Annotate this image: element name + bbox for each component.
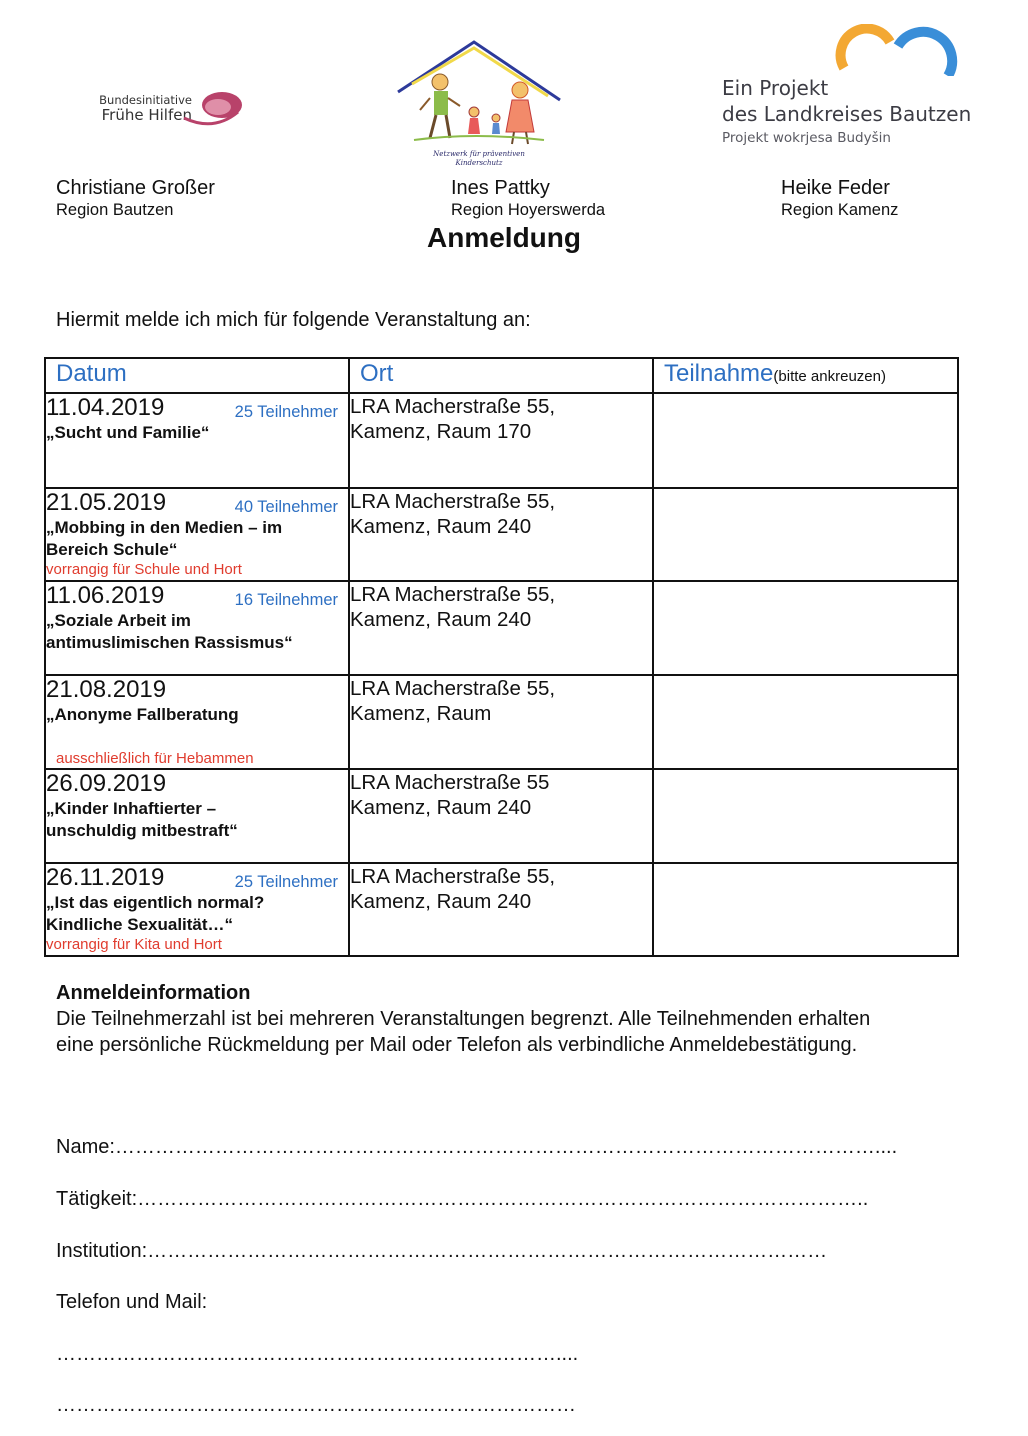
- contact-region: Region Hoyerswerda: [451, 201, 606, 219]
- table-header-row: [45, 358, 958, 393]
- event-place-line2: Kamenz, Raum 240: [350, 515, 532, 538]
- event-place-line1: LRA Macherstraße 55,: [350, 490, 556, 513]
- telefon-mail-label: Telefon und Mail:: [56, 1291, 208, 1313]
- name-field[interactable]: Name:……………………………………………………………………………………………………....: [56, 1136, 898, 1158]
- house-drawing-icon: [394, 36, 564, 154]
- event-topic-line1: „Mobbing in den Medien – im: [46, 518, 283, 537]
- events-table: [44, 357, 959, 957]
- fruehe-hilfen-logo-line2: Frühe Hilfen: [101, 106, 192, 124]
- event-date: 11.06.2019: [46, 582, 165, 609]
- house-logo-caption: [424, 150, 534, 169]
- header-teilnahme-label: Teilnahme: [664, 360, 774, 387]
- event-date: 26.09.2019: [46, 770, 167, 797]
- contact-name: Ines Pattky: [451, 177, 550, 199]
- telefon-mail-field-2[interactable]: ……………………………………………………………………: [56, 1394, 576, 1416]
- event-date-cell: [45, 581, 349, 675]
- participation-checkbox-cell[interactable]: [653, 675, 958, 769]
- event-topic-line1: „Soziale Arbeit im: [46, 611, 191, 630]
- event-date: 11.04.2019: [46, 394, 165, 421]
- event-note: vorrangig für Schule und Hort: [46, 561, 242, 578]
- landkreis-logo-line2: des Landkreises Bautzen: [722, 102, 972, 126]
- header-teilnahme-note: (bitte ankreuzen): [773, 368, 886, 385]
- header-datum: Datum: [45, 358, 349, 393]
- event-place-line2: Kamenz, Raum 170: [350, 420, 532, 443]
- event-topic-line2: Bereich Schule“: [46, 540, 178, 559]
- contact-kamenz: [781, 176, 898, 220]
- table-row: [45, 863, 958, 956]
- contact-region: Region Kamenz: [781, 201, 899, 219]
- event-place-line1: LRA Macherstraße 55,: [350, 865, 556, 888]
- institution-field[interactable]: Institution:…………………………………………………………………………………………: [56, 1240, 828, 1262]
- participation-checkbox-cell[interactable]: [653, 769, 958, 863]
- fruehe-hilfen-swoosh-icon: [88, 88, 248, 136]
- participation-checkbox-cell[interactable]: [653, 393, 958, 488]
- event-topic-line1: „Kinder Inhaftierter –: [46, 799, 217, 818]
- event-capacity: 25 Teilnehmer: [234, 403, 338, 421]
- participation-checkbox-cell[interactable]: [653, 488, 958, 581]
- event-place-cell: [349, 581, 653, 675]
- table-row: [45, 393, 958, 488]
- event-place-line1: LRA Macherstraße 55,: [350, 583, 556, 606]
- event-place-cell: [349, 393, 653, 488]
- event-topic-line2: unschuldig mitbestraft“: [46, 821, 238, 840]
- event-topic-line2: antimuslimischen Rassismus“: [46, 633, 293, 652]
- landkreis-logo: [718, 24, 978, 152]
- intro-text: Hiermit melde ich mich für folgende Veranstaltung an:: [56, 309, 531, 331]
- fruehe-hilfen-logo-line1: Bundesinitiative: [99, 93, 192, 107]
- table-row: [45, 769, 958, 863]
- event-topic: „Sucht und Familie“: [46, 423, 210, 442]
- registration-info: [56, 980, 906, 1058]
- event-place-line2: Kamenz, Raum 240: [350, 890, 532, 913]
- event-note: vorrangig für Kita und Hort: [46, 936, 222, 953]
- netzwerk-house-logo: [394, 36, 564, 174]
- event-date: 21.05.2019: [46, 489, 167, 516]
- landkreis-arcs-icon: [718, 24, 978, 76]
- landkreis-logo-line3: Projekt wokrjesa Budyšin: [722, 130, 891, 146]
- event-date: 26.11.2019: [46, 864, 165, 891]
- contact-bautzen: [56, 176, 215, 220]
- event-place-line1: LRA Macherstraße 55,: [350, 395, 556, 418]
- participation-checkbox-cell[interactable]: [653, 863, 958, 956]
- event-date-cell: [45, 393, 349, 488]
- landkreis-logo-line1: Ein Projekt: [722, 76, 829, 100]
- event-place-line2: Kamenz, Raum 240: [350, 796, 532, 819]
- taetigkeit-field[interactable]: Tätigkeit:………………………………………………………………………………………………..: [56, 1188, 869, 1210]
- header-ort: Ort: [349, 358, 653, 393]
- event-capacity: 40 Teilnehmer: [234, 498, 338, 516]
- event-date-cell: [45, 488, 349, 581]
- table-row: [45, 488, 958, 581]
- fruehe-hilfen-logo: [88, 88, 248, 136]
- table-row: [45, 581, 958, 675]
- event-topic-line2: Kindliche Sexualität…“: [46, 915, 234, 934]
- event-place-line2: Kamenz, Raum 240: [350, 608, 532, 631]
- house-logo-caption-line2: Kinderschutz: [455, 159, 503, 168]
- event-date: 21.08.2019: [46, 676, 167, 703]
- event-place-line2: Kamenz, Raum: [350, 702, 492, 725]
- event-date-cell: [45, 769, 349, 863]
- event-place-cell: [349, 675, 653, 769]
- event-place-line1: LRA Macherstraße 55,: [350, 677, 556, 700]
- header-teilnahme: [653, 358, 958, 393]
- event-date-cell: [45, 863, 349, 956]
- info-heading: Anmeldeinformation: [56, 982, 251, 1004]
- event-place-line1: LRA Macherstraße 55: [350, 771, 550, 794]
- event-topic: „Anonyme Fallberatung: [46, 705, 239, 724]
- contact-name: Heike Feder: [781, 177, 890, 199]
- house-logo-caption-line1: Netzwerk für präventiven: [433, 150, 525, 158]
- event-place-cell: [349, 488, 653, 581]
- telefon-mail-field-1[interactable]: …………………………………………………………………....: [56, 1343, 579, 1365]
- page-title: Anmeldung: [427, 222, 581, 253]
- info-body: Die Teilnehmerzahl ist bei mehreren Veranstaltungen begrenzt. Alle Teilnehmenden erhalten eine persönliche Rückmeldung per Mail oder Telefon als verbindliche Anmeldebestätigung.: [56, 1008, 871, 1056]
- participation-checkbox-cell[interactable]: [653, 581, 958, 675]
- event-capacity: 16 Teilnehmer: [234, 591, 338, 609]
- event-place-cell: [349, 769, 653, 863]
- event-note: ausschließlich für Hebammen: [56, 750, 254, 767]
- event-place-cell: [349, 863, 653, 956]
- event-capacity: 25 Teilnehmer: [234, 873, 338, 891]
- contact-hoyerswerda: [451, 176, 605, 220]
- event-date-cell: [45, 675, 349, 769]
- contact-name: Christiane Großer: [56, 177, 215, 199]
- event-topic-line1: „Ist das eigentlich normal?: [46, 893, 265, 912]
- contact-region: Region Bautzen: [56, 201, 174, 219]
- table-row: [45, 675, 958, 769]
